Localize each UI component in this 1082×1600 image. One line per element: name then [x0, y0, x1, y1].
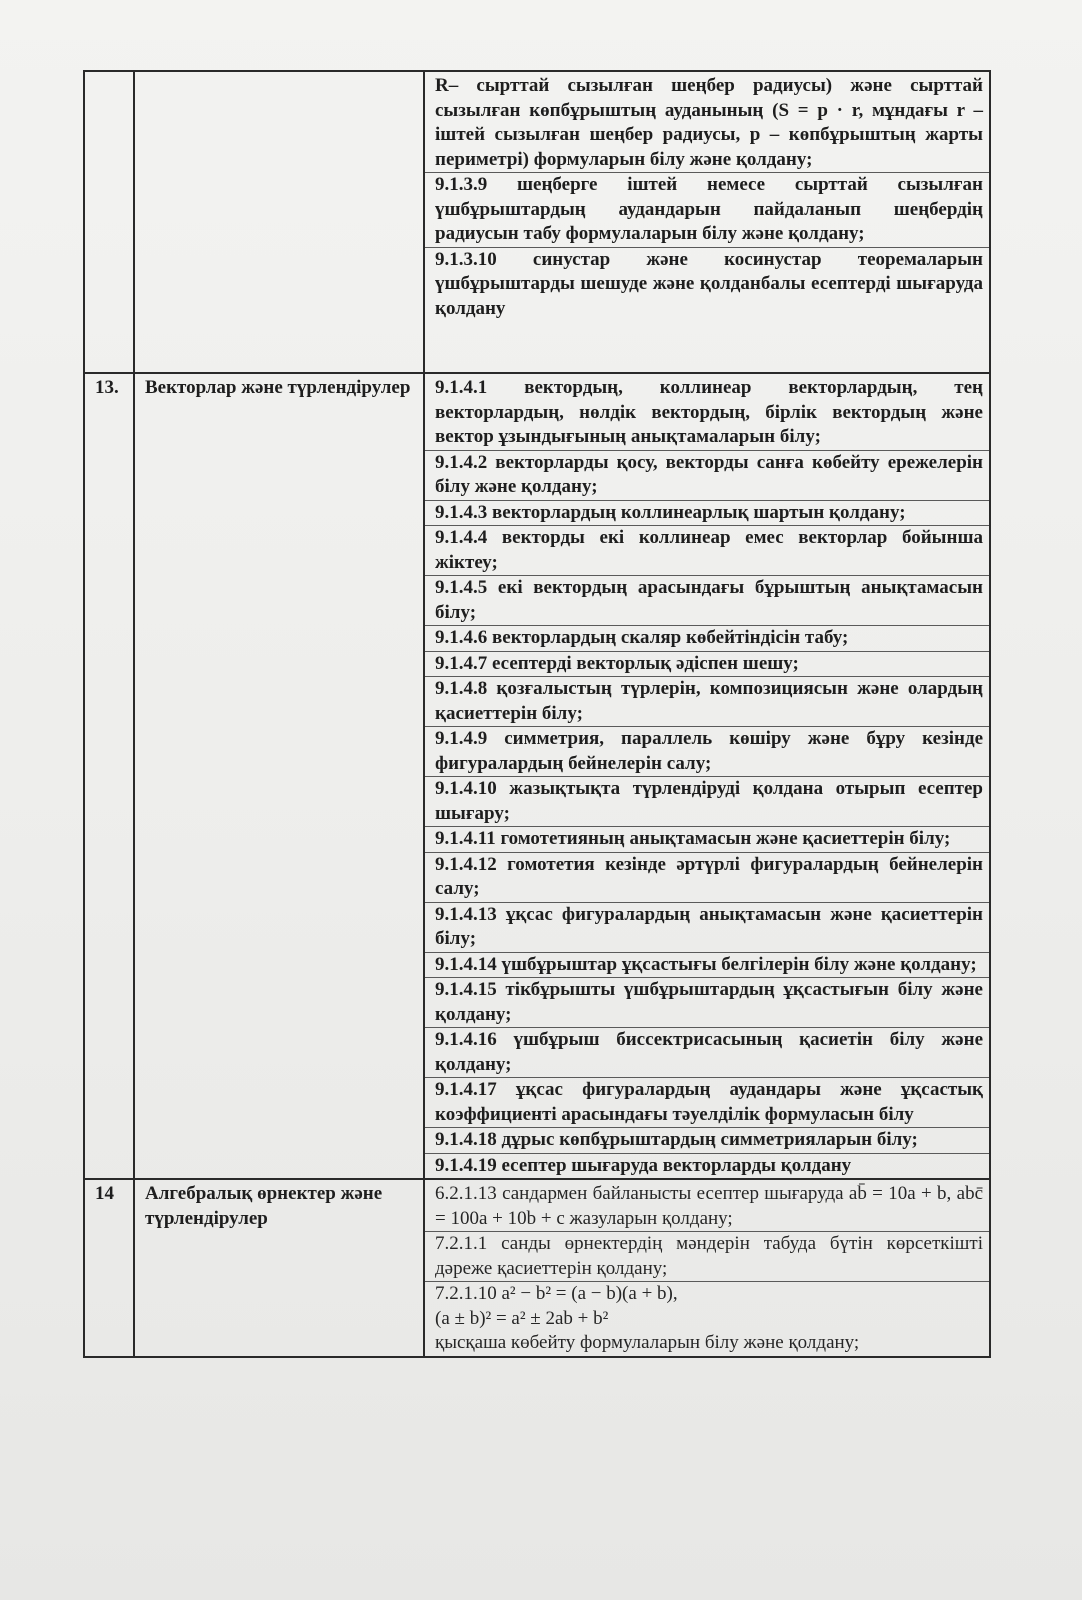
objective-item: 9.1.4.8 қозғалыстың түрлерін, композициясын және олардың қасиеттерін білу; [425, 677, 989, 727]
objective-item: 9.1.3.10 синустар және косинустар теоремаларын үшбұрыштарды шешуде және қолданбалы есептерді шығаруда қолдану [435, 248, 983, 319]
objective-item: 9.1.4.15 тікбұрышты үшбұрыштардың ұқсастығын білу және қолдану; [425, 978, 989, 1028]
objective-item: 9.1.4.9 симметрия, параллель көшіру және бұру кезінде фигуралардың бейнелерін салу; [425, 727, 989, 777]
row-objectives [424, 71, 990, 373]
objective-item: 9.1.4.16 үшбұрыш биссектрисасының қасиетін білу және қолдану; [425, 1028, 989, 1078]
table-row [84, 373, 990, 1179]
objective-item: 9.1.4.5 екі вектордың арасындағы бұрыштың анықтамасын білу; [425, 576, 989, 626]
row-objectives [424, 373, 990, 1179]
objective-item: 9.1.4.4 векторды екі коллинеар емес векторлар бойынша жіктеу; [425, 526, 989, 576]
objective-item: 9.1.4.3 векторлардың коллинеарлық шартын қолдану; [425, 501, 989, 527]
objective-item: 9.1.4.19 есептер шығаруда векторларды қолдану [435, 1154, 852, 1176]
objective-item: 9.1.4.2 векторларды қосу, векторды санға көбейту ережелерін білу және қолдану; [425, 451, 989, 501]
objective-item: қысқаша көбейту формулаларын білу және қолдану; [435, 1332, 860, 1353]
curriculum-table [83, 70, 991, 1358]
objective-item: 9.1.4.10 жазықтықта түрлендіруді қолдана отырып есептер шығару; [425, 777, 989, 827]
objective-item: 9.1.3.9 шеңберге іштей немесе сырттай сызылған үшбұрыштардың аудандарын пайдаланып шеңбердің радиусын табу формулаларын білу және қолдану; [425, 173, 989, 248]
objective-item: 9.1.4.1 вектордың, коллинеар векторлардың, тең векторлардың, нөлдік вектордың, бірлік вектордың және вектор ұзындығының анықтамаларын білу; [425, 376, 989, 451]
table-row [84, 1179, 990, 1357]
objective-item: 9.1.4.11 гомотетияның анықтамасын және қасиеттерін білу; [425, 827, 989, 853]
row-number: 13. [84, 373, 134, 1179]
objective-item: 9.1.4.13 ұқсас фигуралардың анықтамасын және қасиеттерін білу; [425, 903, 989, 953]
row-number: 14 [84, 1179, 134, 1357]
objective-item: 9.1.4.18 дұрыс көпбұрыштардың симметрияларын білу; [425, 1128, 989, 1154]
row-topic: Векторлар және түрлендірулер [134, 373, 424, 1179]
objective-item: R– сырттай сызылған шеңбер радиусы) және сырттай сызылған көпбұрыштың ауданының (S = p · r, мұндағы r – іштей сызылған шеңбер радиусы, p – көпбұрыштың жарты периметрі) формуларын білу және қолдану; [425, 74, 989, 173]
row-number [84, 71, 134, 373]
objective-item: 9.1.4.7 есептерді векторлық әдіспен шешу; [425, 652, 989, 678]
formula-line: (a ± b)² = a² ± 2ab + b² [435, 1307, 609, 1329]
row-topic [134, 71, 424, 373]
formula-line: 7.2.1.10 a² − b² = (a − b)(a + b), [435, 1283, 678, 1304]
row-objectives [424, 1179, 990, 1357]
objective-item: 9.1.4.14 үшбұрыштар ұқсастығы белгілерін білу және қолдану; [425, 953, 989, 979]
objective-item: 9.1.4.17 ұқсас фигуралардың аудандары және ұқсастық коэффициенті арасындағы тәуелділік формуласын білу [425, 1078, 989, 1128]
objective-item: 7.2.1.1 санды өрнектердің мәндерін табуда бүтін көрсеткішті дәреже қасиеттерін қолдану; [425, 1232, 989, 1282]
table-row [84, 71, 990, 373]
row-topic: Алгебралық өрнектер және түрлендірулер [134, 1179, 424, 1357]
objective-item: 6.2.1.13 сандармен байланысты есептер шығаруда ab̄ = 10a + b, abc̄ = 100a + 10b + c жазуларын қолдану; [425, 1182, 989, 1232]
objective-item: 9.1.4.6 векторлардың скаляр көбейтіндісін табу; [425, 626, 989, 652]
objective-item: 9.1.4.12 гомотетия кезінде әртүрлі фигуралардың бейнелерін салу; [425, 853, 989, 903]
